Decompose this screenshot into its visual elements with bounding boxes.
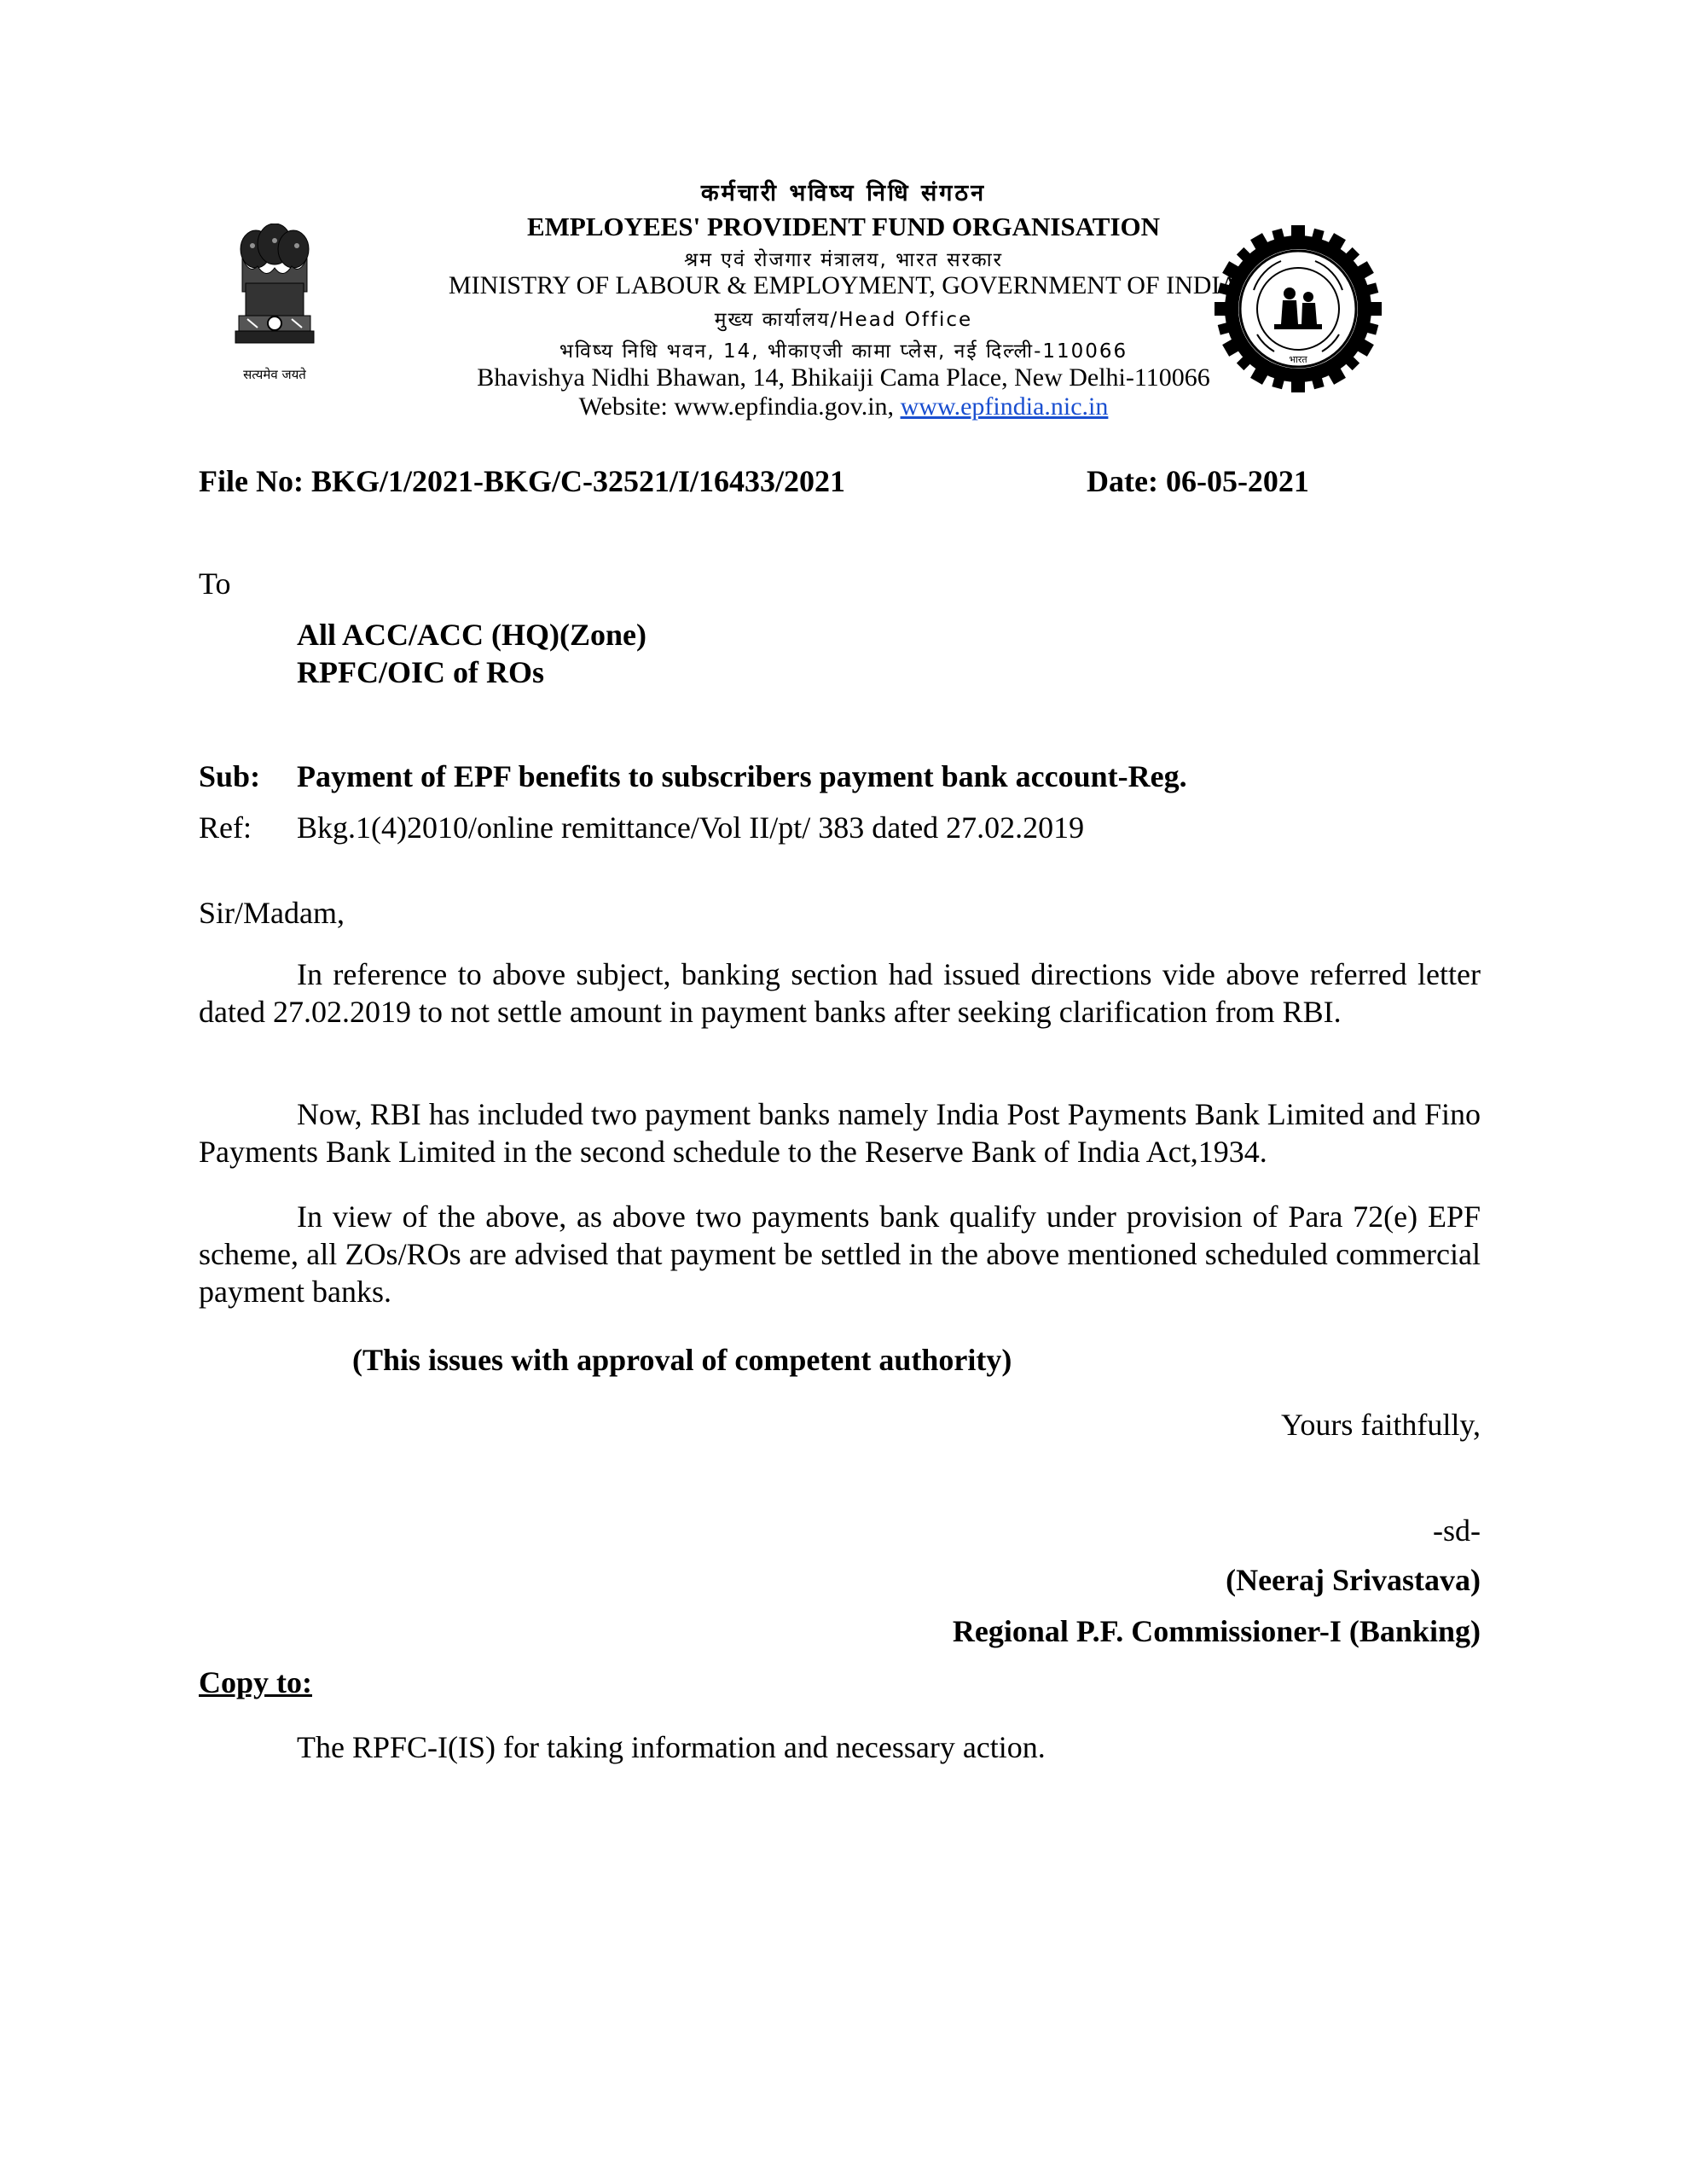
closing: Yours faithfully,	[1280, 1408, 1481, 1442]
approval-note: (This issues with approval of competent authority)	[352, 1343, 1012, 1377]
emblem-caption: सत्यमेव जयते	[243, 367, 306, 382]
header-address: Bhavishya Nidhi Bhawan, 14, Bhikaiji Cama Place, New Delhi-110066	[477, 363, 1210, 392]
paragraph-3: In view of the above, as above two payments bank qualify under provision of Para 72(e) EPF scheme, all ZOs/ROs are advised that payment be settled in the above mentioned scheduled commercial payment banks.	[199, 1199, 1481, 1309]
reference-text: Bkg.1(4)2010/online remittance/Vol II/pt/ 383 dated 27.02.2019	[297, 810, 1085, 845]
copy-to-label: Copy to:	[199, 1665, 312, 1699]
recipient-2: RPFC/OIC of ROs	[297, 655, 544, 689]
website-link[interactable]: www.epfindia.nic.in	[900, 392, 1109, 421]
file-number: File No: BKG/1/2021-BKG/C-32521/I/16433/2021	[199, 464, 845, 498]
signatory-name: (Neeraj Srivastava)	[1226, 1563, 1481, 1597]
salutation: Sir/Madam,	[199, 896, 345, 930]
header-hindi-ministry: श्रम एवं रोजगार मंत्रालय, भारत सरकार	[683, 249, 1004, 271]
paragraph-2: Now, RBI has included two payment banks namely India Post Payments Bank Limited and Fino Payments Bank Limited in the second schedule to the Reserve Bank of India Act,1934.	[199, 1097, 1481, 1169]
logo-caption: भारत	[1289, 354, 1307, 365]
recipient-1: All ACC/ACC (HQ)(Zone)	[297, 618, 646, 652]
to-label: To	[199, 566, 231, 601]
header-ministry: MINISTRY OF LABOUR & EMPLOYMENT, GOVERNMENT OF INDIA	[448, 271, 1239, 299]
subject-text: Payment of EPF benefits to subscribers payment bank account-Reg.	[297, 759, 1187, 793]
copy-to-text: The RPFC-I(IS) for taking information and necessary action.	[297, 1730, 1046, 1764]
signatory-title: Regional P.F. Commissioner-I (Banking)	[952, 1614, 1481, 1648]
website-label: Website: www.epfindia.gov.in,	[578, 392, 901, 421]
header-website	[0, 392, 1687, 421]
paragraph-1: In reference to above subject, banking section had issued directions vide above referred letter dated 27.02.2019 to not settle amount in payment banks after seeking clarification from RBI.	[199, 957, 1481, 1029]
letter-date: Date: 06-05-2021	[1087, 464, 1309, 498]
subject-label: Sub:	[199, 759, 261, 793]
signature-mark: -sd-	[1433, 1513, 1481, 1548]
header-hindi-address: भविष्य निधि भवन, 14, भीकाएजी कामा प्लेस, नई दिल्ली-110066	[559, 340, 1128, 363]
header-hindi-office: मुख्य कार्यालय/Head Office	[714, 309, 973, 331]
reference-label: Ref:	[199, 810, 252, 845]
header-org-name: EMPLOYEES' PROVIDENT FUND ORGANISATION	[526, 212, 1161, 241]
header-hindi-org: कर्मचारी भविष्य निधि संगठन	[700, 180, 987, 206]
